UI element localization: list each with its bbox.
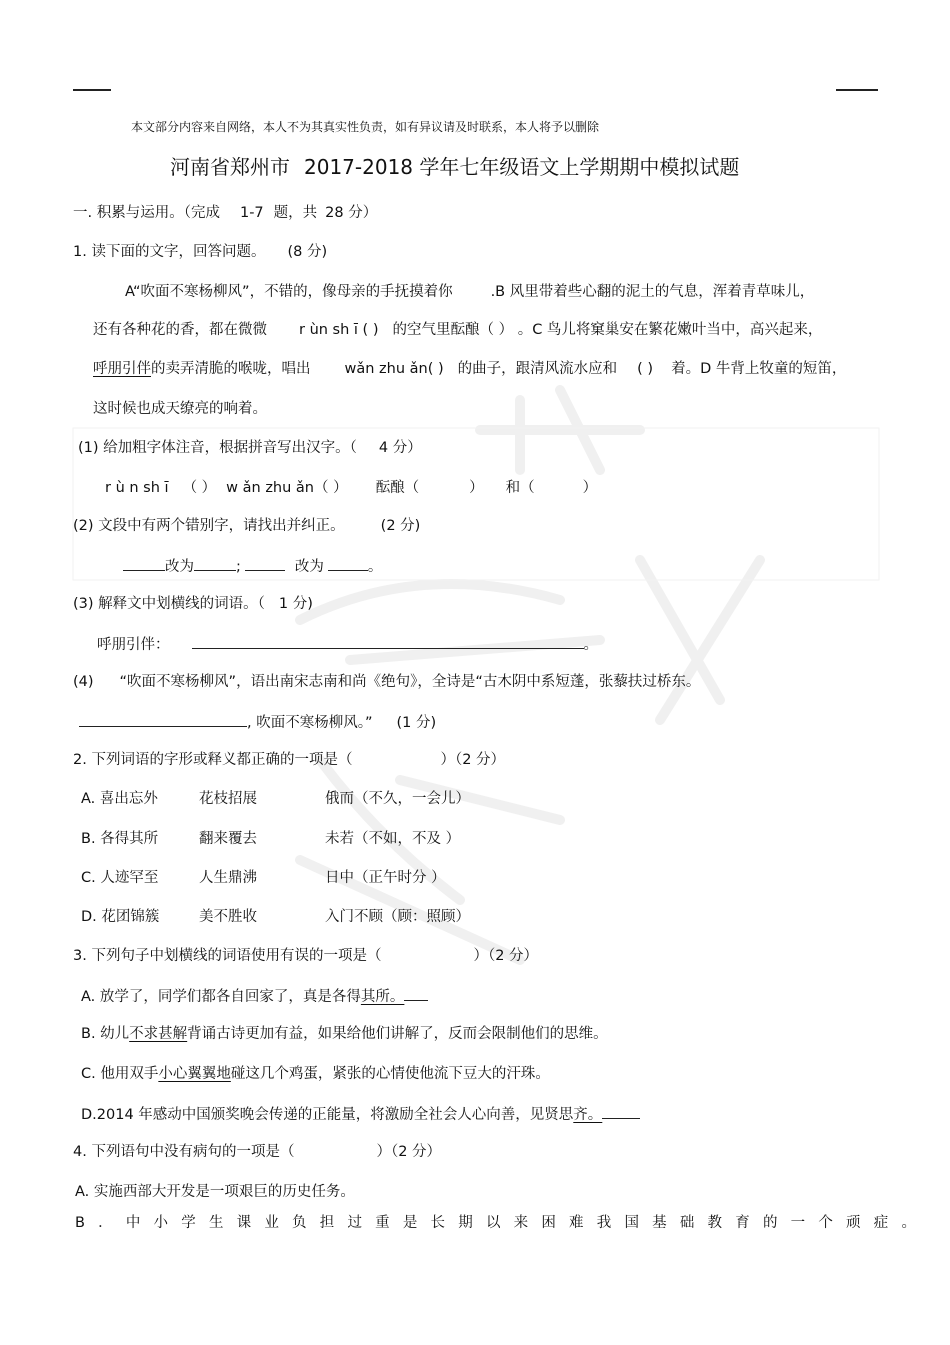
- q1-sub1: [78, 438, 422, 458]
- explanation-blank[interactable]: [192, 633, 584, 649]
- q4-score: ）（2 分）: [376, 1144, 442, 1160]
- q3-stem-text: 3. 下列句子中划横线的词语使用有误的一项是（: [73, 948, 382, 964]
- separator: ;: [236, 559, 241, 575]
- passage-l3b: 的卖弄清脆的喉咙，唱出: [151, 361, 311, 377]
- q1-sub3: [73, 594, 313, 614]
- q2-stem-text: 2. 下列词语的字形或释义都正确的一项是（: [73, 752, 353, 768]
- q2-a-col3: 俄而（不久，一会儿）: [325, 791, 470, 807]
- q3-a-underlined: 其所。: [360, 989, 405, 1005]
- char-item-3: 酝酿（: [375, 480, 420, 496]
- q3-b-pre: B. 幼儿: [81, 1026, 130, 1042]
- q1-sub4-label: (4): [73, 674, 94, 690]
- q3-c-underlined: 小心翼翼地: [158, 1066, 231, 1082]
- passage-underlined-term: 呼朋引伴: [93, 361, 151, 377]
- q1-sub4-score: (1 分): [396, 715, 437, 731]
- q1-score: (8 分): [287, 244, 328, 260]
- change-to-label-1: 改为: [165, 559, 194, 575]
- passage-l1a: A“吹面不寒杨柳风”，不错的，像母亲的手抚摸着你: [125, 284, 453, 300]
- q3-option-b[interactable]: [81, 1024, 608, 1044]
- q2-option-c[interactable]: [81, 868, 446, 888]
- section-mid: 题，共: [273, 205, 318, 221]
- q1-sub3-answer: [97, 633, 598, 655]
- q2-c-col2: 人生鼎沸: [199, 870, 257, 886]
- passage-line-4: 这时候也成天缭亮的响着。: [93, 401, 267, 417]
- q2-c-col3: 日中（正午时分 ）: [325, 870, 446, 886]
- q3-d-pre: D.2014 年感动中国颁奖晚会传递的正能量，将激励全社会人心向善，见贤思: [81, 1107, 574, 1123]
- q1-sub4: [73, 672, 700, 692]
- q2-a-col1: A. 喜出忘外: [81, 791, 158, 807]
- q3-option-a[interactable]: [81, 985, 428, 1007]
- line-end: 。: [367, 559, 383, 575]
- q2-b-col1: B. 各得其所: [81, 831, 159, 847]
- passage-l3f: 着。D 牛背上牧童的短笛，: [671, 361, 847, 377]
- q1-sub1-label: (1) 给加粗字体注音，根据拼音写出汉字。（: [78, 440, 357, 456]
- passage-l3e: ( ): [637, 361, 654, 377]
- q4-stem-text: 4. 下列语句中没有病句的一项是（: [73, 1144, 295, 1160]
- answer-slot-3-close: ）: [469, 480, 484, 496]
- page-title: [170, 154, 739, 180]
- q1-sub3-label: (3) 解释文中划横线的词语。（: [73, 596, 265, 612]
- title-prefix: 河南省郑州市: [170, 155, 290, 179]
- q2-b-col3: 未若（不如，不及 ）: [325, 831, 461, 847]
- q1-sub4-answer: [79, 711, 436, 733]
- q1-sub1-answers: [105, 478, 597, 498]
- question-3-stem: [73, 946, 538, 966]
- q3-option-c[interactable]: [81, 1064, 550, 1084]
- q3-c-post: 碰这几个鸡蛋，紧张的心情使他流下豆大的汗珠。: [230, 1066, 550, 1082]
- q3-score: ）（2 分）: [473, 948, 539, 964]
- disclaimer-text: 本文部分内容来自网络，本人不为其真实性负责，如有异议请及时联系，本人将予以删除: [131, 120, 600, 134]
- poem-tail: , 吹面不寒杨柳风。”: [247, 715, 373, 731]
- q1-sub1-score: 4 分）: [378, 440, 422, 456]
- section-heading-text: 一. 积累与运用。（完成: [73, 205, 220, 221]
- passage-l1b: .B 风里带着些心翻的泥土的气息，浑着青草味儿，: [490, 284, 815, 300]
- passage-l2b: r ùn sh ī ( ): [299, 322, 379, 338]
- section-points: 28 分）: [325, 205, 378, 221]
- passage-l3d: 的曲子，跟清风流水应和: [457, 361, 618, 377]
- term-label: 呼朋引伴：: [97, 637, 170, 653]
- header-rule-right: [836, 89, 878, 91]
- poem-line-blank[interactable]: [79, 711, 247, 727]
- q2-score: ）（2 分）: [440, 752, 506, 768]
- pinyin-item-1: r ù n sh ī: [105, 480, 169, 496]
- question-1-stem: [73, 242, 327, 262]
- q3-d-trailing-line: [602, 1103, 640, 1119]
- title-rest: 2017-2018 学年七年级语文上学期期中模拟试题: [304, 155, 740, 179]
- q2-c-col1: C. 人迹罕至: [81, 870, 159, 886]
- passage-l3c: wǎn zhu ǎn( ): [344, 361, 444, 377]
- wrong-char-blank-1[interactable]: [123, 555, 165, 571]
- q2-d-col2: 美不胜收: [199, 909, 257, 925]
- q3-b-underlined: 不求甚解: [129, 1026, 188, 1042]
- section-heading: [73, 203, 377, 223]
- q1-stem-text: 1. 读下面的文字，回答问题。: [73, 244, 266, 260]
- q4-option-b[interactable]: B．中小学生课业负担过重是长期以来困难我国基础教育的一个顽症。: [75, 1215, 930, 1231]
- line-end: 。: [583, 637, 598, 653]
- q2-option-b[interactable]: [81, 829, 461, 849]
- q1-sub2: [73, 516, 420, 536]
- section-range: 1-7: [239, 205, 264, 221]
- pinyin-item-2: w ǎn zhu ǎn: [226, 480, 315, 496]
- question-4-stem: [73, 1142, 441, 1162]
- question-2-stem: [73, 750, 505, 770]
- passage-l2a: 还有各种花的香，都在微微: [93, 322, 267, 338]
- change-to-label-2: 改为: [294, 559, 324, 575]
- q1-sub2-score: (2 分): [380, 518, 421, 534]
- answer-slot-2[interactable]: （ ）: [314, 480, 348, 496]
- header-rule-left: [73, 89, 111, 91]
- q3-b-post: 背诵古诗更加有益，如果给他们讲解了，反而会限制他们的思维。: [187, 1026, 608, 1042]
- q2-d-col1: D. 花团锦簇: [81, 909, 160, 925]
- q1-sub2-label: (2) 文段中有两个错别字，请找出并纠正。: [73, 518, 345, 534]
- q3-a-text: A. 放学了，同学们都各自回家了，真是各得: [81, 989, 361, 1005]
- q3-c-pre: C. 他用双手: [81, 1066, 159, 1082]
- char-item-4: 和（: [505, 480, 535, 496]
- passage-line-3: [93, 359, 846, 379]
- q4-option-a[interactable]: A. 实施西部大开发是一项艰巨的历史任务。: [75, 1184, 355, 1200]
- q1-sub4-text: “吹面不寒杨柳风”，语出南宋志南和尚《绝句》，全诗是“古木阴中系短蓬，张藜扶过桥东。: [119, 674, 701, 690]
- q1-sub2-answers: [123, 555, 382, 577]
- wrong-char-blank-2[interactable]: [245, 555, 285, 571]
- answer-slot-1[interactable]: （ ）: [182, 480, 217, 496]
- answer-slot-4-close: ）: [582, 480, 598, 496]
- passage-l2c: 的空气里酝酿（ ） 。C 鸟儿将窠巢安在繁花嫩叶当中，高兴起来，: [392, 322, 823, 338]
- q3-option-d[interactable]: [81, 1103, 640, 1125]
- q2-option-d[interactable]: [81, 907, 470, 927]
- q2-a-col2: 花枝招展: [199, 791, 257, 807]
- q3-d-underlined: 齐。: [573, 1107, 603, 1123]
- q2-d-col3: 入门不顾（顾：照顾）: [325, 909, 470, 925]
- passage-line-2: [93, 320, 822, 340]
- correct-char-blank-1[interactable]: [194, 555, 236, 571]
- q2-b-col2: 翻来覆去: [199, 831, 257, 847]
- q1-sub3-score: 1 分): [278, 596, 313, 612]
- q3-a-trailing-line: [404, 985, 428, 1001]
- q2-option-a[interactable]: [81, 789, 470, 809]
- correct-char-blank-2[interactable]: [328, 555, 368, 571]
- passage-line-1: [125, 282, 814, 302]
